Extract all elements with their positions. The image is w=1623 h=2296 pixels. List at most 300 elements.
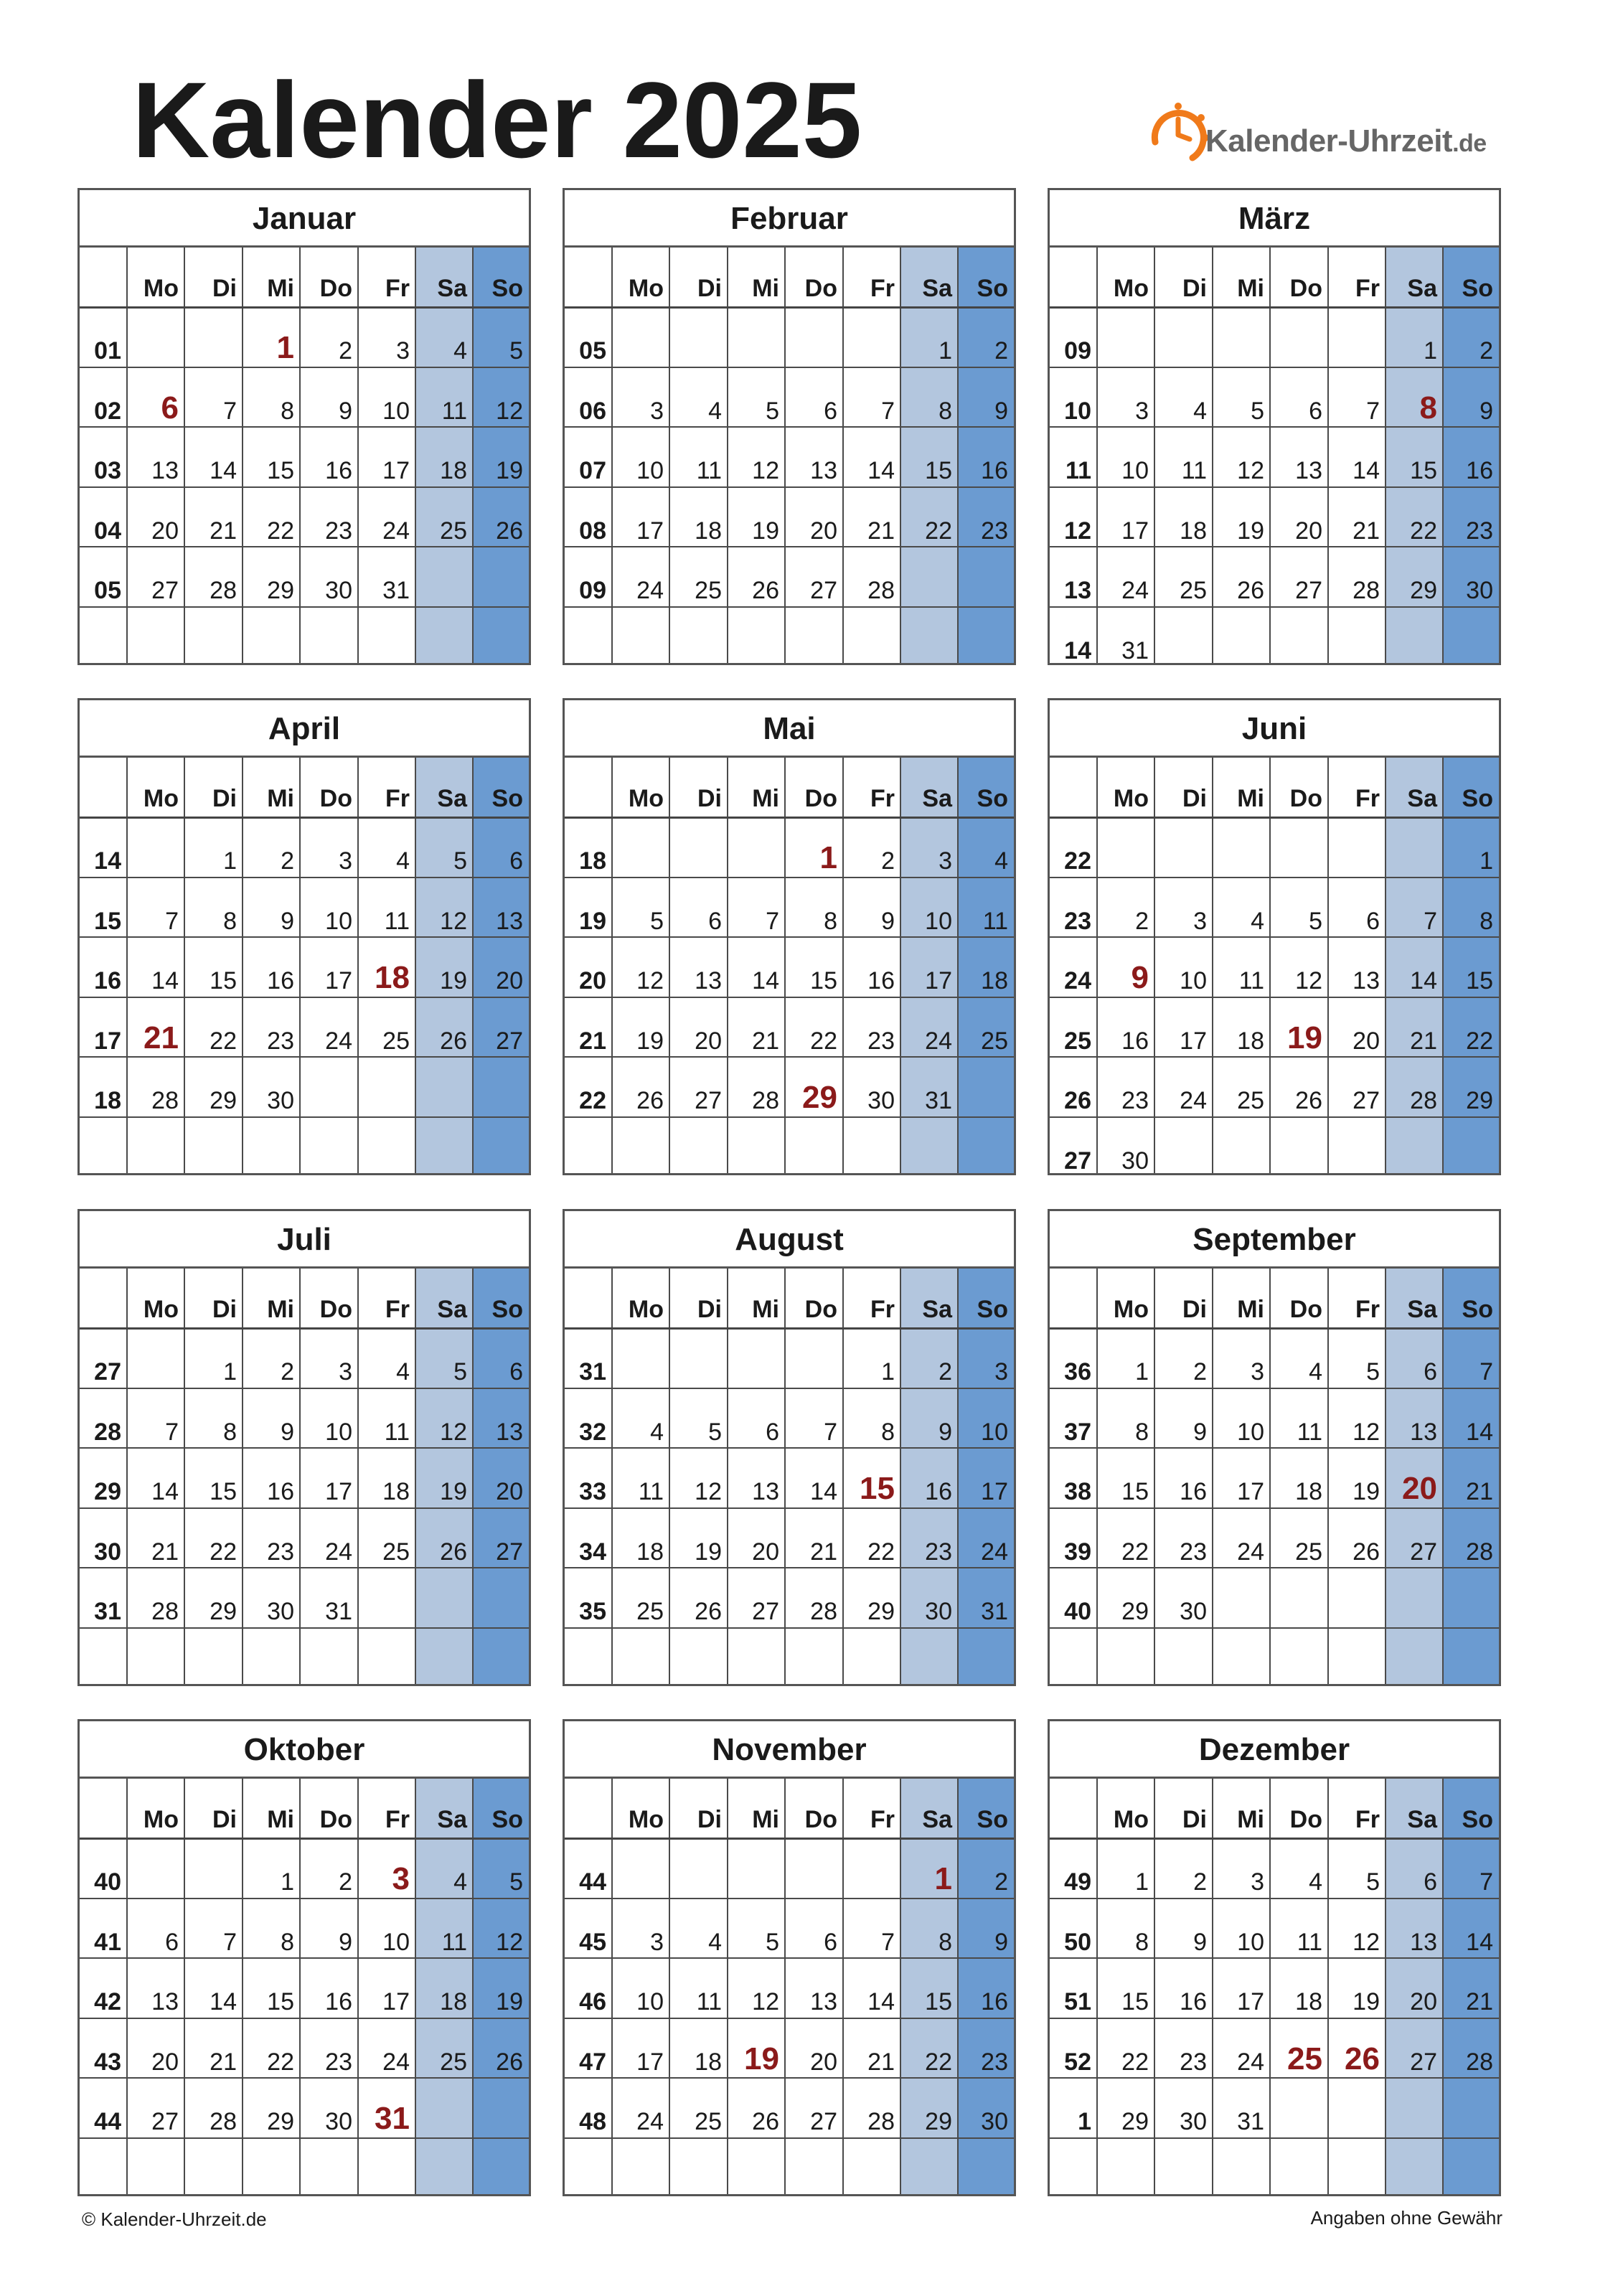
- day-cell[interactable]: 14: [1466, 1418, 1493, 1446]
- holiday-day-cell[interactable]: 18: [375, 960, 410, 995]
- day-cell[interactable]: 27: [496, 1538, 523, 1566]
- day-cell[interactable]: 30: [1180, 2108, 1207, 2135]
- day-cell[interactable]: 24: [1237, 2048, 1264, 2076]
- day-cell[interactable]: 24: [636, 2108, 664, 2135]
- day-cell[interactable]: 24: [325, 1538, 352, 1566]
- day-cell[interactable]: 21: [1466, 1988, 1493, 2015]
- day-cell[interactable]: 28: [867, 577, 895, 604]
- day-cell[interactable]: 7: [824, 1418, 837, 1446]
- day-cell[interactable]: 27: [810, 577, 837, 604]
- day-cell[interactable]: 25: [1180, 577, 1207, 604]
- day-cell[interactable]: 11: [638, 1478, 664, 1505]
- day-cell[interactable]: 17: [1180, 1027, 1207, 1055]
- day-cell[interactable]: 13: [1410, 1418, 1437, 1446]
- day-cell[interactable]: 27: [1410, 2048, 1437, 2076]
- holiday-day-cell[interactable]: 19: [1287, 1020, 1322, 1055]
- day-cell[interactable]: 28: [752, 1087, 779, 1114]
- day-cell[interactable]: 16: [981, 457, 1008, 484]
- day-cell[interactable]: 29: [1121, 1598, 1149, 1625]
- day-cell[interactable]: 12: [1352, 1418, 1380, 1446]
- day-cell[interactable]: 9: [339, 397, 352, 425]
- day-cell[interactable]: 21: [1352, 517, 1380, 545]
- day-cell[interactable]: 1: [938, 337, 952, 364]
- day-cell[interactable]: 19: [1352, 1478, 1380, 1505]
- day-cell[interactable]: 1: [881, 1358, 895, 1385]
- day-cell[interactable]: 4: [453, 1868, 467, 1896]
- day-cell[interactable]: 5: [1251, 397, 1264, 425]
- day-cell[interactable]: 21: [210, 2048, 237, 2076]
- day-cell[interactable]: 14: [867, 457, 895, 484]
- day-cell[interactable]: 9: [281, 1418, 294, 1446]
- day-cell[interactable]: 11: [1297, 1418, 1322, 1446]
- day-cell[interactable]: 4: [994, 847, 1008, 875]
- day-cell[interactable]: 5: [509, 337, 523, 364]
- day-cell[interactable]: 10: [325, 1418, 352, 1446]
- day-cell[interactable]: 21: [752, 1027, 779, 1055]
- day-cell[interactable]: 28: [1410, 1087, 1437, 1114]
- day-cell[interactable]: 20: [810, 2048, 837, 2076]
- day-cell[interactable]: 2: [1479, 337, 1493, 364]
- day-cell[interactable]: 23: [1180, 2048, 1207, 2076]
- day-cell[interactable]: 17: [325, 967, 352, 994]
- day-cell[interactable]: 12: [752, 1988, 779, 2015]
- day-cell[interactable]: 29: [267, 2108, 294, 2135]
- day-cell[interactable]: 2: [881, 847, 895, 875]
- day-cell[interactable]: 3: [396, 337, 410, 364]
- day-cell[interactable]: 3: [339, 847, 352, 875]
- day-cell[interactable]: 13: [810, 1988, 837, 2015]
- day-cell[interactable]: 2: [1193, 1868, 1207, 1896]
- day-cell[interactable]: 17: [636, 517, 664, 545]
- day-cell[interactable]: 11: [441, 1928, 467, 1956]
- day-cell[interactable]: 21: [867, 517, 895, 545]
- day-cell[interactable]: 9: [881, 907, 895, 935]
- day-cell[interactable]: 28: [867, 2108, 895, 2135]
- holiday-day-cell[interactable]: 25: [1287, 2041, 1322, 2076]
- day-cell[interactable]: 12: [496, 1928, 523, 1956]
- day-cell[interactable]: 12: [440, 907, 467, 935]
- day-cell[interactable]: 7: [1366, 397, 1380, 425]
- day-cell[interactable]: 17: [636, 2048, 664, 2076]
- day-cell[interactable]: 30: [867, 1087, 895, 1114]
- day-cell[interactable]: 24: [382, 2048, 410, 2076]
- day-cell[interactable]: 2: [339, 337, 352, 364]
- day-cell[interactable]: 30: [267, 1087, 294, 1114]
- day-cell[interactable]: 7: [1424, 907, 1437, 935]
- day-cell[interactable]: 12: [1295, 967, 1322, 994]
- day-cell[interactable]: 12: [440, 1418, 467, 1446]
- day-cell[interactable]: 23: [325, 2048, 352, 2076]
- day-cell[interactable]: 26: [496, 517, 523, 545]
- day-cell[interactable]: 4: [1309, 1868, 1322, 1896]
- day-cell[interactable]: 9: [339, 1928, 352, 1956]
- day-cell[interactable]: 4: [1193, 397, 1207, 425]
- day-cell[interactable]: 18: [981, 967, 1008, 994]
- day-cell[interactable]: 5: [766, 397, 779, 425]
- day-cell[interactable]: 1: [281, 1868, 294, 1896]
- day-cell[interactable]: 27: [752, 1598, 779, 1625]
- day-cell[interactable]: 7: [1479, 1358, 1493, 1385]
- day-cell[interactable]: 2: [339, 1868, 352, 1896]
- day-cell[interactable]: 26: [496, 2048, 523, 2076]
- holiday-day-cell[interactable]: 3: [392, 1861, 410, 1896]
- day-cell[interactable]: 14: [752, 967, 779, 994]
- day-cell[interactable]: 15: [925, 457, 952, 484]
- day-cell[interactable]: 3: [1193, 907, 1207, 935]
- day-cell[interactable]: 16: [1180, 1988, 1207, 2015]
- day-cell[interactable]: 23: [1180, 1538, 1207, 1566]
- day-cell[interactable]: 6: [766, 1418, 779, 1446]
- day-cell[interactable]: 11: [384, 907, 410, 935]
- day-cell[interactable]: 6: [1424, 1868, 1437, 1896]
- day-cell[interactable]: 29: [925, 2108, 952, 2135]
- day-cell[interactable]: 29: [267, 577, 294, 604]
- day-cell[interactable]: 19: [496, 1988, 523, 2015]
- day-cell[interactable]: 22: [925, 517, 952, 545]
- day-cell[interactable]: 7: [881, 1928, 895, 1956]
- day-cell[interactable]: 11: [982, 907, 1008, 935]
- day-cell[interactable]: 7: [1479, 1868, 1493, 1896]
- day-cell[interactable]: 23: [925, 1538, 952, 1566]
- day-cell[interactable]: 14: [810, 1478, 837, 1505]
- day-cell[interactable]: 1: [1424, 337, 1437, 364]
- day-cell[interactable]: 2: [1193, 1358, 1207, 1385]
- day-cell[interactable]: 26: [752, 2108, 779, 2135]
- day-cell[interactable]: 22: [810, 1027, 837, 1055]
- day-cell[interactable]: 3: [938, 847, 952, 875]
- day-cell[interactable]: 23: [267, 1027, 294, 1055]
- day-cell[interactable]: 20: [496, 967, 523, 994]
- day-cell[interactable]: 9: [1479, 397, 1493, 425]
- day-cell[interactable]: 31: [1237, 2108, 1264, 2135]
- day-cell[interactable]: 25: [440, 517, 467, 545]
- day-cell[interactable]: 20: [810, 517, 837, 545]
- day-cell[interactable]: 7: [165, 907, 179, 935]
- day-cell[interactable]: 29: [210, 1087, 237, 1114]
- holiday-day-cell[interactable]: 1: [819, 840, 837, 875]
- day-cell[interactable]: 1: [1479, 847, 1493, 875]
- day-cell[interactable]: 27: [1410, 1538, 1437, 1566]
- day-cell[interactable]: 12: [752, 457, 779, 484]
- day-cell[interactable]: 7: [881, 397, 895, 425]
- holiday-day-cell[interactable]: 6: [161, 390, 179, 425]
- day-cell[interactable]: 25: [695, 577, 722, 604]
- day-cell[interactable]: 13: [1295, 457, 1322, 484]
- day-cell[interactable]: 17: [1121, 517, 1149, 545]
- day-cell[interactable]: 5: [453, 1358, 467, 1385]
- day-cell[interactable]: 26: [695, 1598, 722, 1625]
- day-cell[interactable]: 22: [210, 1027, 237, 1055]
- day-cell[interactable]: 6: [509, 1358, 523, 1385]
- day-cell[interactable]: 21: [867, 2048, 895, 2076]
- day-cell[interactable]: 1: [1135, 1868, 1149, 1896]
- day-cell[interactable]: 24: [1121, 577, 1149, 604]
- day-cell[interactable]: 18: [1237, 1027, 1264, 1055]
- day-cell[interactable]: 4: [396, 1358, 410, 1385]
- holiday-day-cell[interactable]: 21: [144, 1020, 179, 1055]
- day-cell[interactable]: 27: [1295, 577, 1322, 604]
- day-cell[interactable]: 15: [1466, 967, 1493, 994]
- day-cell[interactable]: 31: [981, 1598, 1008, 1625]
- day-cell[interactable]: 10: [981, 1418, 1008, 1446]
- day-cell[interactable]: 8: [824, 907, 837, 935]
- day-cell[interactable]: 16: [981, 1988, 1008, 2015]
- day-cell[interactable]: 17: [325, 1478, 352, 1505]
- day-cell[interactable]: 18: [1295, 1478, 1322, 1505]
- day-cell[interactable]: 26: [752, 577, 779, 604]
- day-cell[interactable]: 26: [636, 1087, 664, 1114]
- day-cell[interactable]: 25: [440, 2048, 467, 2076]
- day-cell[interactable]: 6: [708, 907, 722, 935]
- day-cell[interactable]: 16: [1466, 457, 1493, 484]
- day-cell[interactable]: 17: [925, 967, 952, 994]
- day-cell[interactable]: 2: [281, 847, 294, 875]
- day-cell[interactable]: 23: [981, 517, 1008, 545]
- day-cell[interactable]: 6: [1309, 397, 1322, 425]
- day-cell[interactable]: 25: [382, 1538, 410, 1566]
- day-cell[interactable]: 30: [981, 2108, 1008, 2135]
- day-cell[interactable]: 18: [1180, 517, 1207, 545]
- day-cell[interactable]: 6: [824, 397, 837, 425]
- day-cell[interactable]: 3: [1251, 1868, 1264, 1896]
- day-cell[interactable]: 9: [281, 907, 294, 935]
- day-cell[interactable]: 22: [867, 1538, 895, 1566]
- day-cell[interactable]: 18: [440, 457, 467, 484]
- day-cell[interactable]: 14: [867, 1988, 895, 2015]
- day-cell[interactable]: 14: [1466, 1928, 1493, 1956]
- day-cell[interactable]: 12: [496, 397, 523, 425]
- day-cell[interactable]: 20: [695, 1027, 722, 1055]
- day-cell[interactable]: 22: [1410, 517, 1437, 545]
- day-cell[interactable]: 15: [267, 1988, 294, 2015]
- day-cell[interactable]: 21: [1466, 1478, 1493, 1505]
- day-cell[interactable]: 6: [1366, 907, 1380, 935]
- day-cell[interactable]: 5: [1366, 1868, 1380, 1896]
- day-cell[interactable]: 3: [650, 397, 664, 425]
- day-cell[interactable]: 4: [453, 337, 467, 364]
- day-cell[interactable]: 8: [281, 397, 294, 425]
- day-cell[interactable]: 20: [1410, 1988, 1437, 2015]
- day-cell[interactable]: 4: [1251, 907, 1264, 935]
- day-cell[interactable]: 4: [1309, 1358, 1322, 1385]
- day-cell[interactable]: 23: [325, 517, 352, 545]
- day-cell[interactable]: 30: [325, 2108, 352, 2135]
- day-cell[interactable]: 18: [636, 1538, 664, 1566]
- day-cell[interactable]: 19: [440, 967, 467, 994]
- day-cell[interactable]: 28: [1352, 577, 1380, 604]
- day-cell[interactable]: 10: [382, 397, 410, 425]
- day-cell[interactable]: 11: [696, 457, 722, 484]
- day-cell[interactable]: 20: [1352, 1027, 1380, 1055]
- day-cell[interactable]: 2: [1135, 907, 1149, 935]
- day-cell[interactable]: 8: [938, 397, 952, 425]
- day-cell[interactable]: 15: [267, 457, 294, 484]
- day-cell[interactable]: 13: [151, 457, 179, 484]
- day-cell[interactable]: 14: [1410, 967, 1437, 994]
- day-cell[interactable]: 20: [151, 2048, 179, 2076]
- day-cell[interactable]: 26: [440, 1538, 467, 1566]
- day-cell[interactable]: 23: [981, 2048, 1008, 2076]
- day-cell[interactable]: 14: [210, 1988, 237, 2015]
- holiday-day-cell[interactable]: 8: [1419, 390, 1437, 425]
- day-cell[interactable]: 11: [384, 1418, 410, 1446]
- day-cell[interactable]: 17: [1237, 1478, 1264, 1505]
- day-cell[interactable]: 8: [881, 1418, 895, 1446]
- day-cell[interactable]: 27: [151, 577, 179, 604]
- day-cell[interactable]: 4: [650, 1418, 664, 1446]
- day-cell[interactable]: 17: [382, 1988, 410, 2015]
- day-cell[interactable]: 9: [938, 1418, 952, 1446]
- day-cell[interactable]: 8: [281, 1928, 294, 1956]
- day-cell[interactable]: 16: [325, 1988, 352, 2015]
- day-cell[interactable]: 13: [496, 907, 523, 935]
- day-cell[interactable]: 25: [981, 1027, 1008, 1055]
- day-cell[interactable]: 17: [382, 457, 410, 484]
- day-cell[interactable]: 11: [1181, 457, 1207, 484]
- holiday-day-cell[interactable]: 31: [375, 2101, 410, 2136]
- day-cell[interactable]: 6: [1424, 1358, 1437, 1385]
- day-cell[interactable]: 10: [925, 907, 952, 935]
- day-cell[interactable]: 25: [1295, 1538, 1322, 1566]
- day-cell[interactable]: 20: [151, 517, 179, 545]
- day-cell[interactable]: 17: [981, 1478, 1008, 1505]
- holiday-day-cell[interactable]: 9: [1131, 960, 1149, 995]
- day-cell[interactable]: 11: [1238, 967, 1264, 994]
- day-cell[interactable]: 16: [267, 967, 294, 994]
- day-cell[interactable]: 23: [267, 1538, 294, 1566]
- day-cell[interactable]: 28: [151, 1087, 179, 1114]
- day-cell[interactable]: 4: [396, 847, 410, 875]
- day-cell[interactable]: 7: [223, 1928, 237, 1956]
- day-cell[interactable]: 4: [708, 1928, 722, 1956]
- day-cell[interactable]: 11: [696, 1988, 722, 2015]
- day-cell[interactable]: 21: [1410, 1027, 1437, 1055]
- day-cell[interactable]: 29: [1410, 577, 1437, 604]
- day-cell[interactable]: 10: [636, 1988, 664, 2015]
- day-cell[interactable]: 13: [151, 1988, 179, 2015]
- day-cell[interactable]: 12: [636, 967, 664, 994]
- day-cell[interactable]: 10: [1237, 1928, 1264, 1956]
- day-cell[interactable]: 5: [509, 1868, 523, 1896]
- day-cell[interactable]: 22: [925, 2048, 952, 2076]
- logo[interactable]: [1142, 98, 1515, 169]
- day-cell[interactable]: 22: [1466, 1027, 1493, 1055]
- day-cell[interactable]: 6: [165, 1928, 179, 1956]
- day-cell[interactable]: 7: [766, 907, 779, 935]
- day-cell[interactable]: 28: [210, 577, 237, 604]
- day-cell[interactable]: 22: [267, 2048, 294, 2076]
- day-cell[interactable]: 11: [1297, 1928, 1322, 1956]
- day-cell[interactable]: 13: [1410, 1928, 1437, 1956]
- day-cell[interactable]: 16: [325, 457, 352, 484]
- day-cell[interactable]: 18: [695, 2048, 722, 2076]
- day-cell[interactable]: 19: [636, 1027, 664, 1055]
- day-cell[interactable]: 30: [325, 577, 352, 604]
- day-cell[interactable]: 19: [440, 1478, 467, 1505]
- day-cell[interactable]: 18: [1295, 1988, 1322, 2015]
- day-cell[interactable]: 8: [223, 907, 237, 935]
- day-cell[interactable]: 21: [810, 1538, 837, 1566]
- day-cell[interactable]: 8: [1479, 907, 1493, 935]
- day-cell[interactable]: 13: [752, 1478, 779, 1505]
- holiday-day-cell[interactable]: 15: [860, 1471, 895, 1506]
- day-cell[interactable]: 18: [695, 517, 722, 545]
- day-cell[interactable]: 27: [1352, 1087, 1380, 1114]
- day-cell[interactable]: 30: [267, 1598, 294, 1625]
- day-cell[interactable]: 19: [695, 1538, 722, 1566]
- day-cell[interactable]: 3: [1251, 1358, 1264, 1385]
- day-cell[interactable]: 21: [151, 1538, 179, 1566]
- day-cell[interactable]: 2: [938, 1358, 952, 1385]
- day-cell[interactable]: 16: [267, 1478, 294, 1505]
- day-cell[interactable]: 8: [223, 1418, 237, 1446]
- day-cell[interactable]: 3: [1135, 397, 1149, 425]
- day-cell[interactable]: 26: [1295, 1087, 1322, 1114]
- day-cell[interactable]: 19: [1237, 517, 1264, 545]
- day-cell[interactable]: 15: [925, 1988, 952, 2015]
- day-cell[interactable]: 24: [382, 517, 410, 545]
- day-cell[interactable]: 22: [1121, 1538, 1149, 1566]
- day-cell[interactable]: 24: [1237, 1538, 1264, 1566]
- day-cell[interactable]: 16: [1121, 1027, 1149, 1055]
- day-cell[interactable]: 10: [1180, 967, 1207, 994]
- day-cell[interactable]: 13: [695, 967, 722, 994]
- day-cell[interactable]: 5: [766, 1928, 779, 1956]
- day-cell[interactable]: 31: [1121, 636, 1149, 664]
- day-cell[interactable]: 31: [382, 577, 410, 604]
- day-cell[interactable]: 24: [925, 1027, 952, 1055]
- day-cell[interactable]: 15: [810, 967, 837, 994]
- day-cell[interactable]: 2: [994, 1868, 1008, 1896]
- day-cell[interactable]: 27: [695, 1087, 722, 1114]
- holiday-day-cell[interactable]: 26: [1345, 2041, 1380, 2076]
- day-cell[interactable]: 1: [1135, 1358, 1149, 1385]
- day-cell[interactable]: 15: [1121, 1988, 1149, 2015]
- day-cell[interactable]: 5: [1366, 1358, 1380, 1385]
- holiday-day-cell[interactable]: 29: [802, 1080, 837, 1115]
- day-cell[interactable]: 28: [151, 1598, 179, 1625]
- day-cell[interactable]: 13: [1352, 967, 1380, 994]
- day-cell[interactable]: 1: [223, 1358, 237, 1385]
- holiday-day-cell[interactable]: 20: [1402, 1471, 1437, 1506]
- day-cell[interactable]: 23: [1466, 517, 1493, 545]
- day-cell[interactable]: 16: [867, 967, 895, 994]
- day-cell[interactable]: 27: [151, 2108, 179, 2135]
- day-cell[interactable]: 9: [1193, 1928, 1207, 1956]
- day-cell[interactable]: 3: [339, 1358, 352, 1385]
- day-cell[interactable]: 8: [1135, 1928, 1149, 1956]
- day-cell[interactable]: 30: [1466, 577, 1493, 604]
- day-cell[interactable]: 13: [810, 457, 837, 484]
- day-cell[interactable]: 7: [165, 1418, 179, 1446]
- day-cell[interactable]: 15: [1121, 1478, 1149, 1505]
- day-cell[interactable]: 14: [151, 967, 179, 994]
- day-cell[interactable]: 18: [382, 1478, 410, 1505]
- day-cell[interactable]: 5: [1309, 907, 1322, 935]
- day-cell[interactable]: 7: [223, 397, 237, 425]
- day-cell[interactable]: 3: [650, 1928, 664, 1956]
- day-cell[interactable]: 22: [210, 1538, 237, 1566]
- day-cell[interactable]: 26: [1237, 577, 1264, 604]
- day-cell[interactable]: 22: [1121, 2048, 1149, 2076]
- day-cell[interactable]: 12: [1352, 1928, 1380, 1956]
- day-cell[interactable]: 24: [981, 1538, 1008, 1566]
- day-cell[interactable]: 20: [496, 1478, 523, 1505]
- day-cell[interactable]: 28: [1466, 2048, 1493, 2076]
- day-cell[interactable]: 28: [810, 1598, 837, 1625]
- day-cell[interactable]: 19: [496, 457, 523, 484]
- day-cell[interactable]: 29: [1466, 1087, 1493, 1114]
